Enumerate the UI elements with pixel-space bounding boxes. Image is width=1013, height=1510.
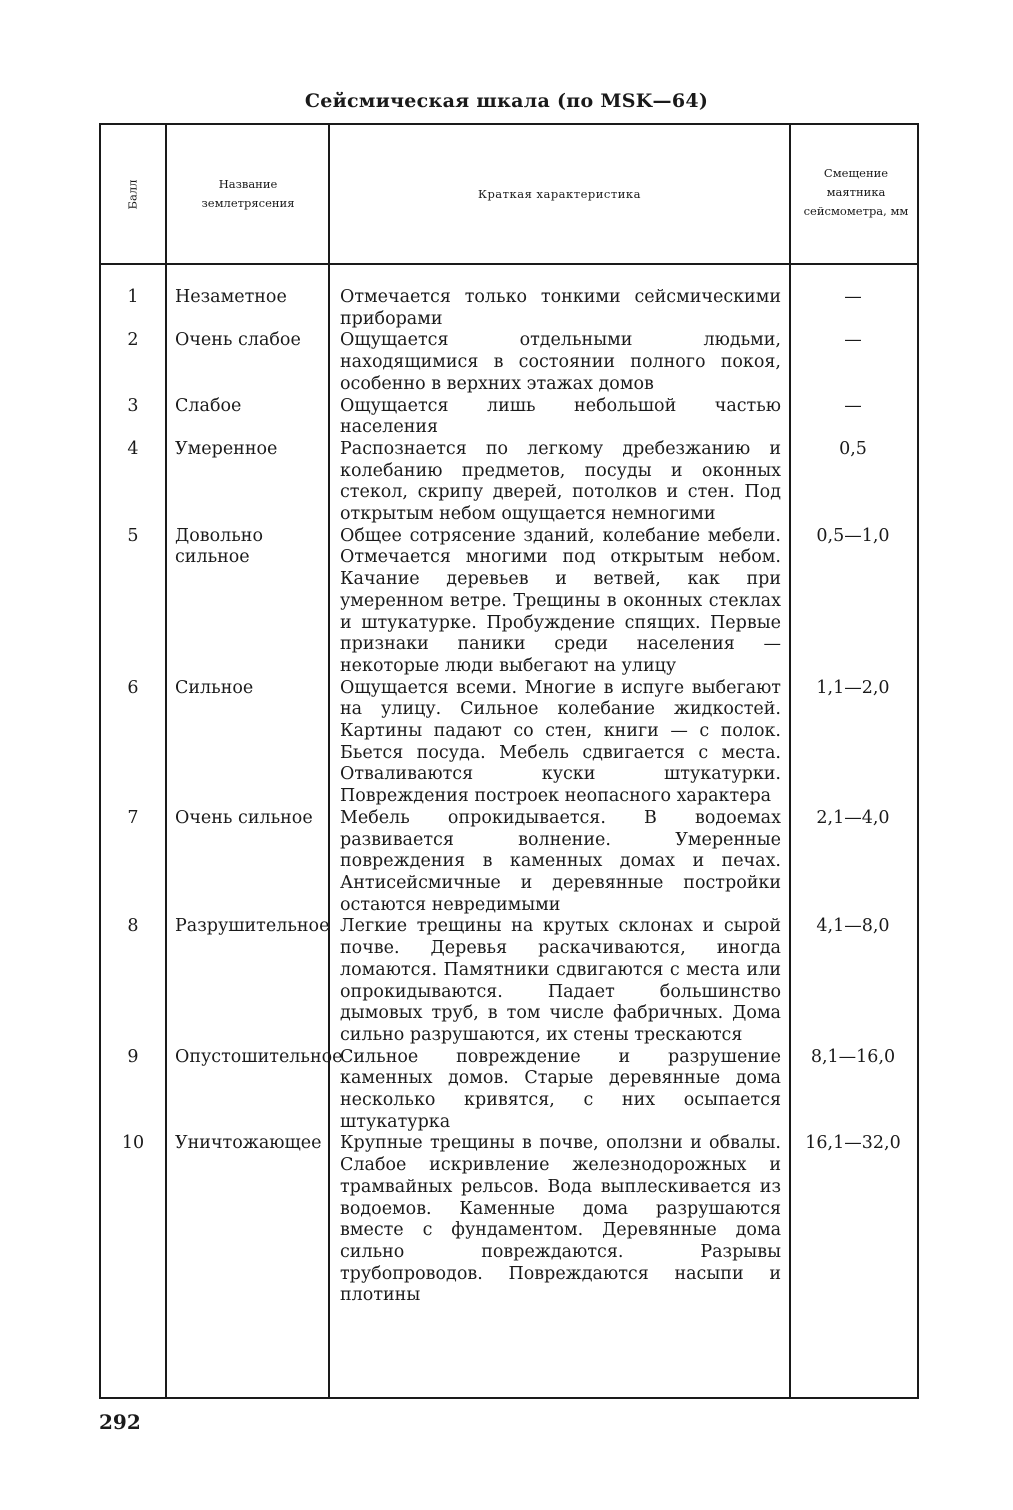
- table-row: [101, 678, 917, 808]
- row-number: 2: [127, 330, 139, 351]
- row-displacement: —: [844, 287, 862, 307]
- row-displacement: 0,5—1,0: [816, 525, 890, 546]
- row-description: Мебель опрокидывается. В водоемах развивается волнение. Умеренные повреждения в каменных домах и печах. Антисейсмичные и деревянные постройки остаются невредимыми: [340, 807, 781, 915]
- table-row: [101, 330, 917, 395]
- header-ball-label: Балл: [125, 179, 140, 209]
- row-description: Отмечается только тонкими сейсмическими приборами: [340, 287, 781, 329]
- row-name: Сильное: [175, 677, 254, 698]
- row-description: Крупные трещины в почве, оползни и обвалы. Слабое искривление железнодорожных и трамвайных рельсов. Вода выплескивается из водоемов. Каменные дома разрушаются вместе с фундаментом. Деревянные дома сильно повреждаются. Разрывы трубопроводов. Повреждаются насыпи и плотины: [340, 1133, 781, 1306]
- row-description: Распознается по легкому дребезжанию и колебанию предметов, посуды и оконных стекол, скрипу дверей, потолков и стен. Под открытым небом ощущается немногими: [340, 438, 781, 525]
- row-number: 1: [127, 287, 139, 307]
- row-displacement: 16,1—32,0: [805, 1133, 901, 1154]
- row-name: Очень слабое: [175, 330, 301, 351]
- row-number: 9: [127, 1046, 139, 1067]
- header-displacement: Смещение маятника сейсмометра, мм: [803, 166, 909, 218]
- table-row: [101, 396, 917, 439]
- header-ball: [101, 125, 165, 263]
- row-description: Сильное повреждение и разрушение каменных домов. Старые деревянные дома несколько кривятся, с них осыпается штукатурка: [340, 1046, 781, 1132]
- table-row: [101, 916, 917, 1046]
- row-description: Легкие трещины на крутых склонах и сырой почве. Деревья раскачиваются, иногда ломаются. Памятники сдвигаются с места или опрокидываются. Падает большинство дымовых труб, в том числе фабричных. Дома сильно разрушаются, их стены трескаются: [340, 916, 781, 1045]
- row-name: Опустошительное: [175, 1046, 343, 1067]
- seismic-scale-table: [99, 123, 919, 1399]
- row-description: Общее сотрясение зданий, колебание мебели. Отмечается многими под открытым небом. Качание деревьев и ветвей, как при умеренном ветре. Трещины в оконных стеклах и штукатурке. Пробуждение спящих. Первые признаки паники среди населения — некоторые люди выбегают на улицу: [340, 525, 781, 676]
- row-name: Очень сильное: [175, 807, 313, 828]
- row-description: Ощущается лишь небольшой частью населения: [340, 395, 781, 438]
- row-name: Слабое: [175, 395, 242, 416]
- row-number: 7: [127, 807, 139, 828]
- page-number: 292: [99, 1410, 141, 1434]
- row-name: Уничтожающее: [175, 1133, 322, 1154]
- row-description: Ощущается всеми. Многие в испуге выбегают на улицу. Сильное колебание жидкостей. Картины падают со стен, книги — с полок. Бьется посуда. Мебель сдвигается с места. Отваливаются куски штукатурки. Повреждения построек неопасного характера: [340, 677, 781, 807]
- row-name: Довольно сильное: [175, 525, 263, 568]
- header-name: Название землетрясения: [201, 177, 295, 210]
- row-displacement: 8,1—16,0: [810, 1046, 896, 1067]
- row-name: Умеренное: [175, 438, 278, 459]
- row-description: Ощущается отдельными людьми, находящимися в состоянии полного покоя, особенно в верхних этажах домов: [340, 330, 781, 394]
- row-displacement: 2,1—4,0: [816, 807, 890, 828]
- page-title: Сейсмическая шкала (по MSK—64): [304, 90, 709, 112]
- table-row: [101, 1047, 917, 1134]
- header-description: Краткая характеристика: [478, 187, 641, 201]
- row-number: 6: [127, 677, 139, 698]
- table-body: [101, 287, 917, 1307]
- row-number: 10: [121, 1133, 145, 1154]
- table-row: [101, 287, 917, 330]
- row-name: Незаметное: [175, 287, 287, 307]
- row-displacement: —: [844, 330, 862, 351]
- header-divider: [101, 263, 917, 265]
- row-number: 8: [127, 916, 139, 937]
- table-row: [101, 526, 917, 678]
- row-displacement: 4,1—8,0: [816, 916, 890, 937]
- row-number: 3: [127, 395, 139, 416]
- row-displacement: 1,1—2,0: [816, 677, 890, 698]
- row-name: Разрушительное: [175, 916, 330, 937]
- table-row: [101, 1133, 917, 1307]
- row-displacement: 0,5: [839, 438, 867, 459]
- row-number: 5: [127, 525, 139, 546]
- row-displacement: —: [844, 395, 862, 416]
- table-row: [101, 808, 917, 917]
- row-number: 4: [127, 438, 139, 459]
- table-row: [101, 439, 917, 526]
